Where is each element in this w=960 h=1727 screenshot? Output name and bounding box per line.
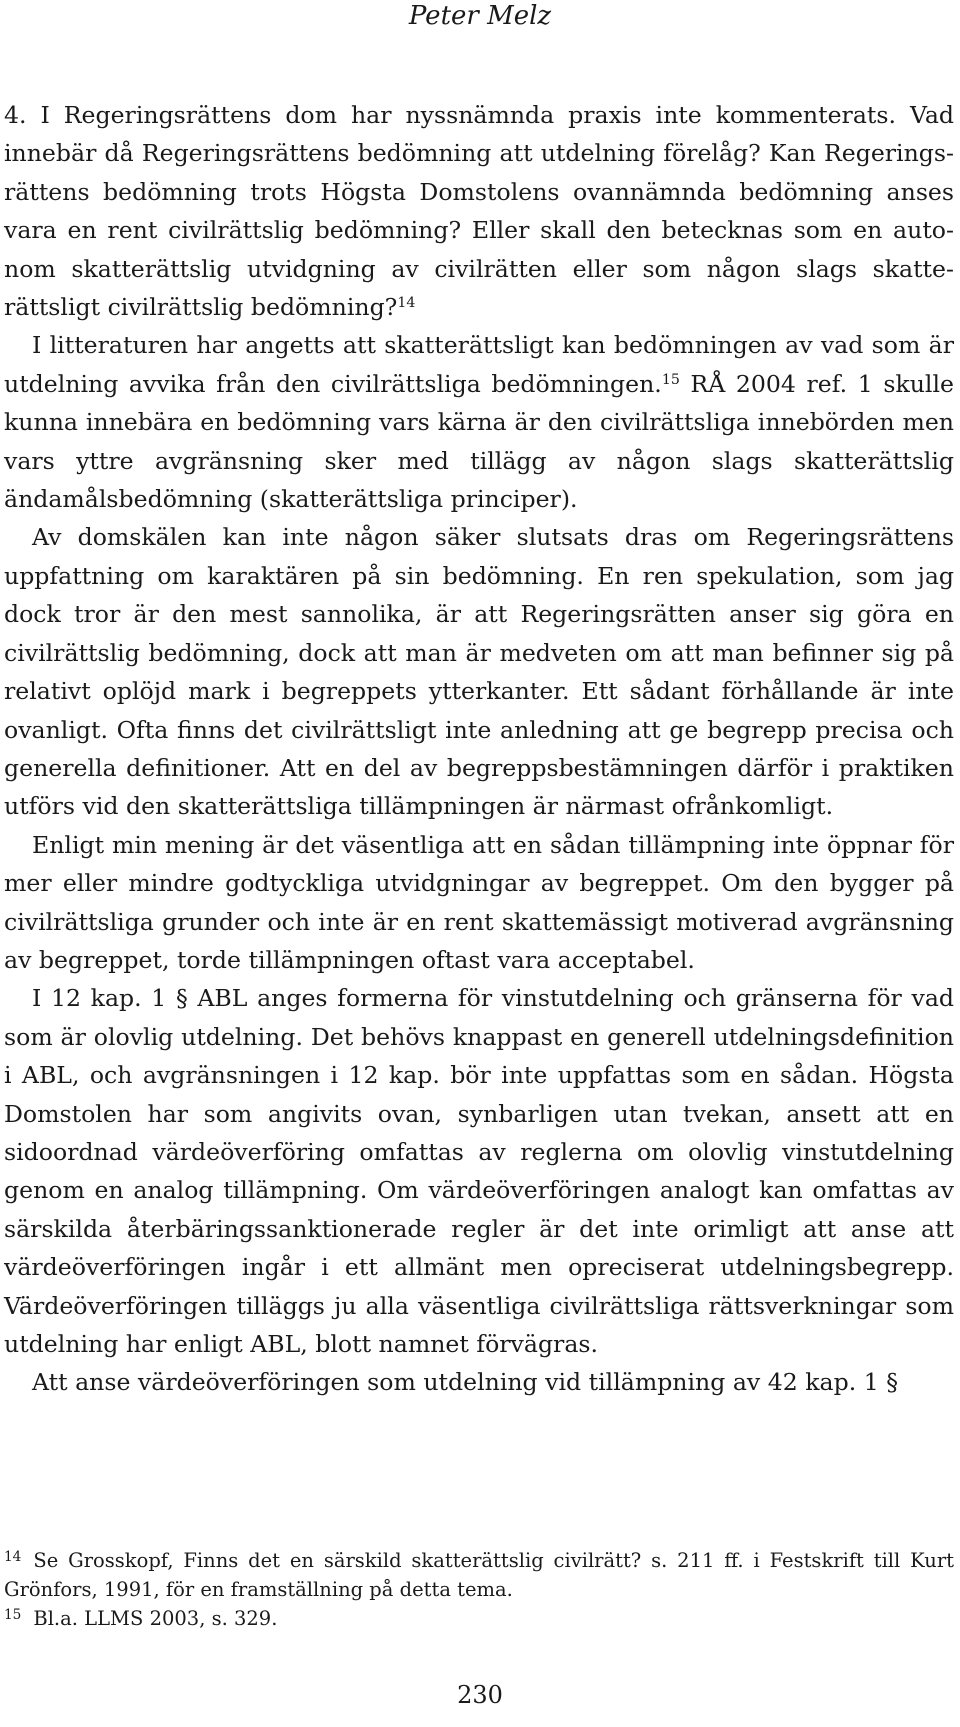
paragraph-text-continued: RÅ 2004 ref. 1 skulle kunna innebära en bedömning vars kärna är den civilrättsliga innebörden men vars yttre avgränsning sker med tillägg av någon slags skatterättslig ändamålsbedömning (skatterättsliga principer).: [4, 369, 954, 514]
paragraph-6: [4, 1363, 954, 1401]
footnote-text: Se Grosskopf, Finns det en särskild skatterättslig civilrätt? s. 211 ff. i Festskrift till Kurt Grönfors, 1991, för en framställning på detta tema.: [4, 1549, 954, 1601]
footnote-ref-14[interactable]: 14: [397, 295, 416, 312]
page-number: 230: [457, 1681, 503, 1709]
paragraph-text: Att anse värdeöverföringen som utdelning vid tillämpning av 42 kap. 1 §: [32, 1368, 899, 1397]
footnote-14: [4, 1546, 954, 1604]
paragraph-text: I 12 kap. 1 § ABL anges formerna för vinstutdelning och gränserna för vad som är olovlig utdelning. Det behövs knappast en generell utdelningsdefinition i ABL, och avgränsningen i 12 kap. bör inte uppfattas som en sådan. Högsta Domstolen har som angivits ovan, synbarligen utan tvekan, ansett att en sidoordnad värdeöverföring omfattas av reglerna om olovlig vinstutdelning genom en analog tillämpning. Om värdeöverföringen analogt kan omfattas av särskilda återbäringssanktionerade regler är det inte orimligt att anse att värdeöverföringen ingår i ett allmänt men opreciserat utdelningsbegrepp. Värdeöverföringen tilläggs ju alla väsentliga civilrättsliga rättsverkningar som utdelning har enligt ABL, blott namnet förvägras.: [4, 984, 954, 1358]
paragraph-2: [4, 326, 954, 518]
paragraph-4: [4, 826, 954, 980]
paragraph-5: [4, 979, 954, 1363]
running-head: Peter Melz: [408, 1, 552, 31]
paragraph-3: [4, 518, 954, 825]
paragraph-1: [4, 96, 954, 326]
paragraph-text: I litteraturen har angetts att skatterättsligt kan bedömningen av vad som är utdelning avvika från den civilrättsliga bedömningen.: [4, 331, 954, 398]
paragraph-text: 4. I Regeringsrättens dom har nyssnämnda praxis inte kommenterats. Vad innebär då Regeringsrättens bedömning att utdelning förelåg? Kan Regeringsrättens bedömning trots Högsta Domstolens ovannämnda bedömning anses vara en rent civilrättslig bedömning? Eller skall den betecknas som en autonom skatterättslig utvidgning av civilrätten eller som någon slags skatterättsligt civilrättslig bedömning?: [4, 101, 954, 322]
body-text: [4, 96, 954, 1402]
footnote-number: 15: [4, 1606, 22, 1623]
paragraph-text: Enligt min mening är det väsentliga att en sådan tillämpning inte öppnar för mer eller mindre godtyckliga utvidgningar av begreppet. Om den bygger på civilrättsliga grunder och inte är en rent skattemässigt motiverad avgränsning av begreppet, torde tillämpningen oftast vara acceptabel.: [4, 830, 954, 974]
footnotes: [4, 1546, 954, 1633]
footnote-15: [4, 1604, 954, 1633]
footnote-text: Bl.a. LLMS 2003, s. 329.: [33, 1607, 278, 1630]
paragraph-text: Av domskälen kan inte någon säker slutsats dras om Regeringsrättens uppfattning om karaktären på sin bedömning. En ren spekulation, som jag dock tror är den mest sannolika, är att Regeringsrätten anser sig göra en civilrättslig bedömning, dock att man är medveten om att man befinner sig på relativt oplöjd mark i begreppets ytterkanter. Ett sådant förhållande är inte ovanligt. Ofta finns det civilrättsligt inte anledning att ge begrepp precisa och generella definitioner. Att en del av begreppsbestämningen därför i praktiken utförs vid den skatterättsliga tillämpningen är närmast ofrånkomligt.: [4, 523, 954, 821]
footnote-ref-15[interactable]: 15: [661, 372, 680, 389]
footnote-number: 14: [4, 1548, 22, 1565]
